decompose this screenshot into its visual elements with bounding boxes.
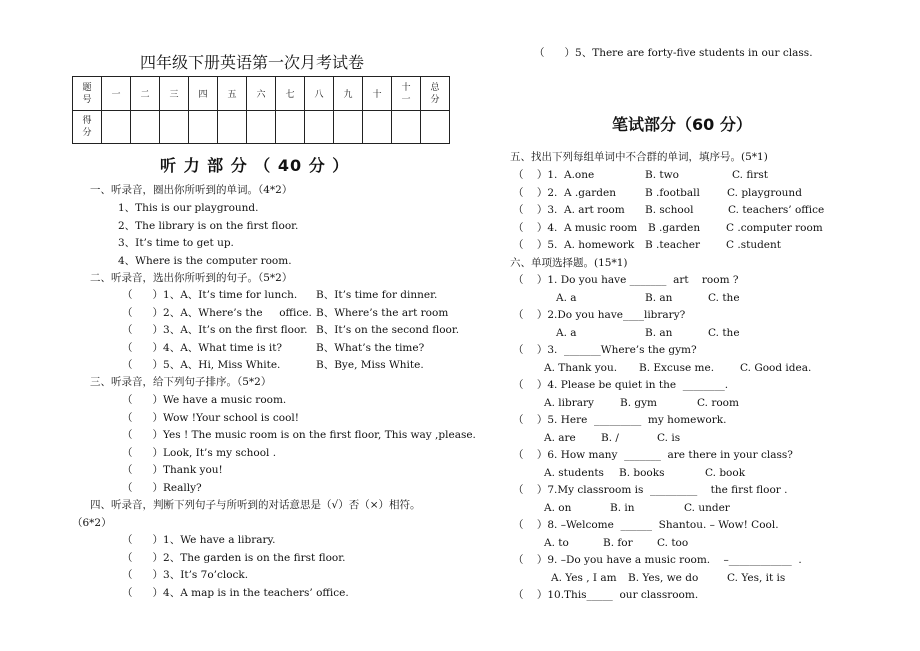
- q6-question: （ ）5. Here _________ my homework.: [513, 414, 727, 426]
- q5-item: （ ）2.: [513, 187, 558, 199]
- score-header-cell: 十 一: [392, 77, 421, 111]
- q1-item: 3、It’s time to get up.: [118, 237, 234, 249]
- score-input-cell[interactable]: [218, 111, 247, 144]
- score-header-cell: 三: [160, 77, 189, 111]
- q6-option-a: A. library: [544, 397, 594, 409]
- q6-question: （ ）1. Do you have _______ art room ?: [513, 274, 739, 286]
- score-header-cell: 一: [102, 77, 131, 111]
- q3-item: （ ）Thank you!: [122, 464, 223, 476]
- q6-option-b: B. Excuse me.: [639, 362, 715, 374]
- q5-item: （ ）5.: [513, 239, 558, 251]
- q6-option-c: C. too: [657, 537, 689, 549]
- q6-question: （ ）8. –Welcome ______ Shantou. – Wow! Cool.: [513, 519, 779, 531]
- q2-item-b: B、Where’s the art room: [316, 307, 449, 319]
- score-header-cell: 十: [363, 77, 392, 111]
- q6-option-a: A. to: [544, 537, 569, 549]
- q4-item: （ ）4、A map is in the teachers’ office.: [122, 587, 349, 599]
- score-input-cell[interactable]: [334, 111, 363, 144]
- q3-item: （ ）Really?: [122, 482, 202, 494]
- score-header-cell: 总 分: [421, 77, 450, 111]
- written-section-title: 笔试部分（60 分）: [612, 115, 752, 134]
- q6-question: （ ）3. _______Where’s the gym?: [513, 344, 697, 356]
- q5-option-a: A.one: [564, 169, 595, 181]
- q6-option-c: C. under: [684, 502, 730, 514]
- q2-heading: 二、听录音，选出你所听到的句子。（5*2）: [90, 272, 293, 284]
- q6-question: （ ）9. –Do you have a music room. –____________ .: [513, 554, 802, 566]
- score-header-cell: 二: [131, 77, 160, 111]
- q6-option-c: C. Good idea.: [740, 362, 812, 374]
- listening-section-title: 听 力 部 分 （ 40 分 ）: [160, 156, 350, 175]
- q5-option-a: A. homework: [564, 239, 635, 251]
- q5-option-b: B. school: [645, 204, 694, 216]
- q1-item: 4、Where is the computer room.: [118, 255, 292, 267]
- q2-item-a: （ ）1、A、It’s time for lunch.: [122, 289, 298, 301]
- q6-option-b: B. gym: [620, 397, 658, 409]
- q1-item: 1、This is our playground.: [118, 202, 259, 214]
- score-header-cell: 九: [334, 77, 363, 111]
- q4-heading: 四、听录音，判断下列句子与所听到的对话意思是（√）否（×）相符。: [90, 499, 421, 511]
- score-input-cell[interactable]: [392, 111, 421, 144]
- q6-option-c: C. Yes, it is: [727, 572, 786, 584]
- q6-option-a: A. Yes , I am: [551, 572, 617, 584]
- q5-option-c: C. first: [732, 169, 768, 181]
- score-input-cell[interactable]: [131, 111, 160, 144]
- score-input-cell[interactable]: [276, 111, 305, 144]
- q5-option-c: C .student: [726, 239, 781, 251]
- score-input-cell[interactable]: [102, 111, 131, 144]
- q5-option-b: B. two: [645, 169, 679, 181]
- q5-option-b: B .football: [645, 187, 700, 199]
- q6-option-a: A. are: [544, 432, 576, 444]
- q4-item: （ ）2、The garden is on the first floor.: [122, 552, 346, 564]
- score-input-cell[interactable]: [305, 111, 334, 144]
- q-item-5: （ ）5、There are forty-five students in our class.: [534, 47, 813, 59]
- q5-option-c: C .computer room: [726, 222, 823, 234]
- q2-item-a: （ ）3、A、It’s on the first floor.: [122, 324, 308, 336]
- q6-option-a: A. a: [556, 292, 577, 304]
- q6-option-c: C. the: [708, 292, 740, 304]
- q6-heading: 六、单项选择题。(15*1): [510, 257, 628, 269]
- q5-option-c: C. playground: [727, 187, 802, 199]
- q6-option-c: C. is: [657, 432, 681, 444]
- q3-heading: 三、听录音，给下列句子排序。（5*2）: [90, 376, 272, 388]
- q3-item: （ ）Look, It’s my school .: [122, 447, 277, 459]
- q4-item: （ ）3、It’s 7o’clock.: [122, 569, 249, 581]
- q5-option-b: B .teacher: [645, 239, 700, 251]
- exam-title: 四年级下册英语第一次月考试卷: [140, 53, 365, 72]
- q5-item: （ ）1.: [513, 169, 558, 181]
- q3-item: （ ）Wow !Your school is cool!: [122, 412, 299, 424]
- score-header-cell: 五: [218, 77, 247, 111]
- q2-item-b: B、Bye, Miss White.: [316, 359, 424, 371]
- q6-option-b: B. /: [601, 432, 619, 444]
- q6-option-b: B. Yes, we do: [628, 572, 699, 584]
- q6-option-b: B. an: [645, 292, 673, 304]
- q3-item: （ ）Yes ! The music room is on the first floor, This way ,please.: [122, 429, 476, 441]
- q6-question: （ ）6. How many _______ are there in your class?: [513, 449, 793, 461]
- q6-option-b: B. in: [610, 502, 635, 514]
- q1-item: 2、The library is on the first floor.: [118, 220, 299, 232]
- q6-option-a: A. on: [544, 502, 572, 514]
- q5-option-c: C. teachers’ office: [728, 204, 825, 216]
- q4-item: （ ）1、We have a library.: [122, 534, 276, 546]
- score-header-cell: 八: [305, 77, 334, 111]
- q6-option-c: C. book: [705, 467, 746, 479]
- q5-item: （ ）4.: [513, 222, 558, 234]
- q5-option-a: A music room: [564, 222, 638, 234]
- score-header-cell: 六: [247, 77, 276, 111]
- q6-option-b: B. for: [603, 537, 633, 549]
- q6-option-b: B. an: [645, 327, 673, 339]
- q3-item: （ ）We have a music room.: [122, 394, 287, 406]
- q6-question: （ ）4. Please be quiet in the ________.: [513, 379, 729, 391]
- score-header-cell: 题 号: [73, 77, 102, 111]
- score-input-cell[interactable]: [247, 111, 276, 144]
- q2-item-a: （ ）2、A、Where’s the office.: [122, 307, 312, 319]
- q6-option-c: C. room: [697, 397, 739, 409]
- q6-option-b: B. books: [619, 467, 665, 479]
- q5-item: （ ）3.: [513, 204, 558, 216]
- q6-option-c: C. the: [708, 327, 740, 339]
- q6-option-a: A. a: [556, 327, 577, 339]
- q2-item-a: （ ）4、A、What time is it?: [122, 342, 283, 354]
- q2-item-a: （ ）5、A、Hi, Miss White.: [122, 359, 281, 371]
- score-row-label: 得 分: [73, 111, 102, 144]
- score-header-cell: 四: [189, 77, 218, 111]
- score-table: [72, 76, 450, 144]
- q1-heading: 一、听录音，圈出你所听到的单词。（4*2）: [90, 184, 293, 196]
- q5-heading: 五、找出下列每组单词中不合群的单词，填序号。(5*1): [510, 151, 768, 163]
- score-input-cell[interactable]: [421, 111, 450, 144]
- q5-option-a: A .garden: [564, 187, 616, 199]
- q6-question: （ ）2.Do you have____library?: [513, 309, 686, 321]
- q5-option-b: B .garden: [648, 222, 701, 234]
- score-input-cell[interactable]: [363, 111, 392, 144]
- q6-question: （ ）10.This_____ our classroom.: [513, 589, 699, 601]
- score-header-cell: 七: [276, 77, 305, 111]
- score-input-cell[interactable]: [189, 111, 218, 144]
- q2-item-b: B、It’s on the second floor.: [316, 324, 460, 336]
- q5-option-a: A. art room: [564, 204, 625, 216]
- score-input-cell[interactable]: [160, 111, 189, 144]
- q2-item-b: B、It’s time for dinner.: [316, 289, 438, 301]
- q6-option-a: A. Thank you.: [544, 362, 618, 374]
- q6-question: （ ）7.My classroom is _________ the first floor .: [513, 484, 788, 496]
- q6-option-a: A. students: [544, 467, 604, 479]
- q2-item-b: B、What’s the time?: [316, 342, 425, 354]
- q4-score: （6*2）: [72, 517, 112, 529]
